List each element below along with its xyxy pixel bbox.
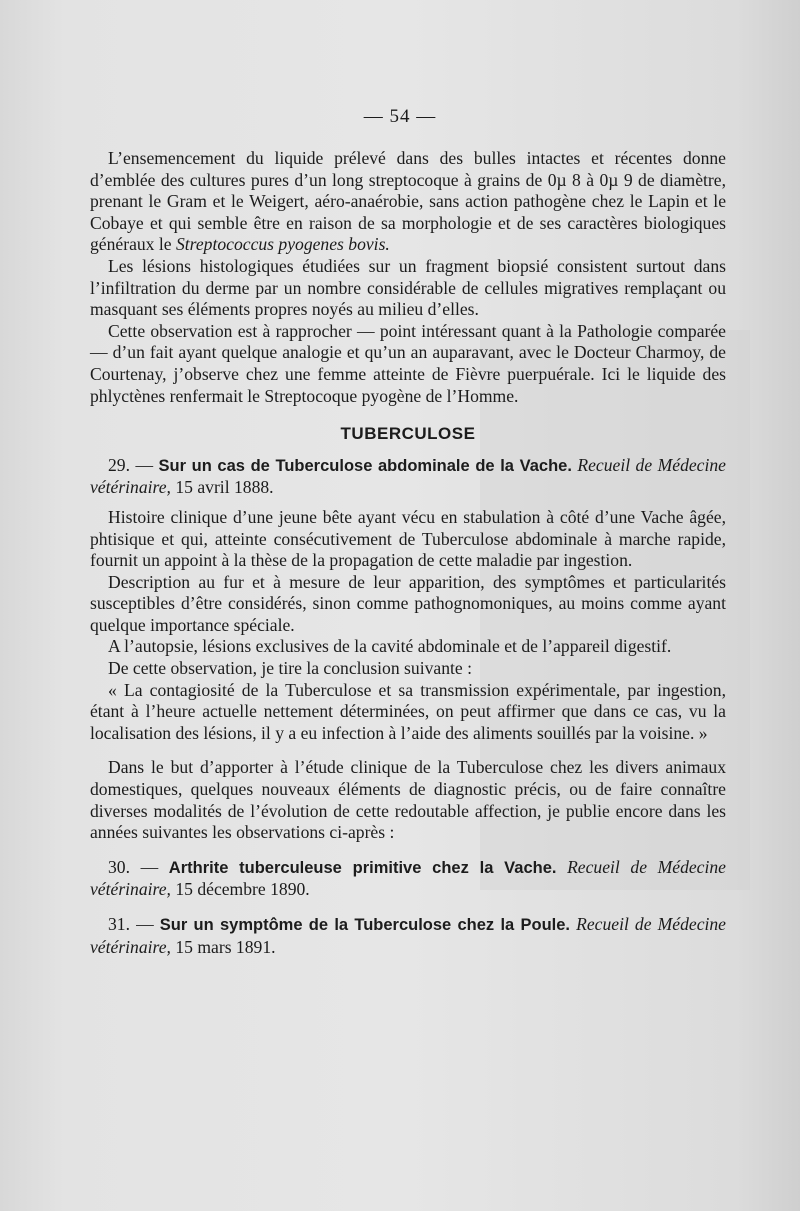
entry-date: 15 avril 1888. <box>175 477 274 498</box>
paragraph-text: L’ensemencement du liquide prélevé dans des bulles intactes et récentes donne d’emblée des cultures pures d’un long streptocoque à grains de 0µ 8 à 0µ 9 de diamètre, prenant le Gram et le Weigert, aéro-anaérobie, sans action pathogène chez le Lapin et le Cobaye et qui semble être en raison de sa morphologie et de ses caractères biologiques généraux le <box>90 148 726 255</box>
section-title: TUBERCULOSE <box>340 424 476 444</box>
entry-title: Sur un symptôme de la Tuberculose chez la Poule. <box>159 916 570 934</box>
paragraph: Dans le but d’apporter à l’étude clinique de la Tuberculose chez les divers animaux domestiques, quelques nouveaux éléments de diagnostic précis, ou de faire connaître diverses modalités de l’évolution de cette redoutable affection, je publie encore dans les années suivantes les observations ci-après : <box>90 757 726 843</box>
paragraph: De cette observation, je tire la conclusion suivante : <box>108 658 472 679</box>
paragraph: Cette observation est à rapprocher — point intéressant quant à la Pathologie comparée — d’un fait ayant quelque analogie et qu’un an auparavant, avec le Docteur Charmoy, de Courtenay, j’observe chez une femme atteinte de Fièvre puerpuérale. Ici le liquide des phlyctènes renfermait le Streptocoque pyogène de l’Homme. <box>90 320 726 406</box>
entry-30 <box>90 857 726 901</box>
entry-date: 15 mars 1891. <box>175 936 276 957</box>
entry-number: 29. — <box>108 454 154 475</box>
entry-title: Sur un cas de Tuberculose abdominale de la Vache. <box>158 456 572 475</box>
paragraph: Les lésions histologiques étudiées sur un fragment biopsié consistent surtout dans l’infiltration du derme par un nombre considérable de cellules migratives remplaçant ou masquant ses éléments propres noyés au milieu d’elles. <box>90 255 726 320</box>
spacer <box>90 901 726 914</box>
entry-journal: Recueil de Médecine vétérinaire, <box>90 856 726 900</box>
species-name: Streptococcus pyogenes bovis. <box>175 234 390 255</box>
entry-number: 31. — <box>108 914 154 934</box>
entry-date: 15 décembre 1890. <box>175 879 310 900</box>
entry-31 <box>90 914 726 958</box>
spacer <box>90 499 726 507</box>
entry-title: Arthrite tuberculeuse primitive chez la Vache. <box>168 858 557 877</box>
entry-journal: Recueil de Médecine vétérinaire, <box>90 914 726 957</box>
page-number: — 54 — <box>363 106 437 127</box>
paragraph: A l’autopsie, lésions exclusives de la cavité abdominale et de l’appareil digestif. <box>108 636 672 657</box>
entry-29 <box>90 455 726 499</box>
page-body <box>90 148 726 958</box>
entry-number: 30. — <box>108 856 159 877</box>
quotation: « La contagiosité de la Tuberculose et sa transmission expérimentale, par ingestion, étant à l’heure actuelle nettement déterminées, on peut affirmer que dans ce cas, vu la localisation des lésions, il y a eu infection à l’aide des aliments souillés par la voisine. » <box>90 679 726 743</box>
entry-journal: Recueil de Médecine vétérinaire, <box>90 454 726 498</box>
paragraph: Description au fur et à mesure de leur apparition, des symptômes et particularités susceptibles d’être considérés, sinon comme pathognomoniques, au moins comme ayant quelque importance spéciale. <box>90 571 726 635</box>
paragraph: Histoire clinique d’une jeune bête ayant vécu en stabulation à côté d’une Vache âgée, phtisique et qui, atteinte consécutivement de Tuberculose abdominale à marche rapide, fournit un appoint à la thèse de la propagation de cette maladie par ingestion. <box>90 506 726 571</box>
paragraph <box>90 148 726 256</box>
spacer <box>90 844 726 857</box>
spacer <box>90 744 726 757</box>
